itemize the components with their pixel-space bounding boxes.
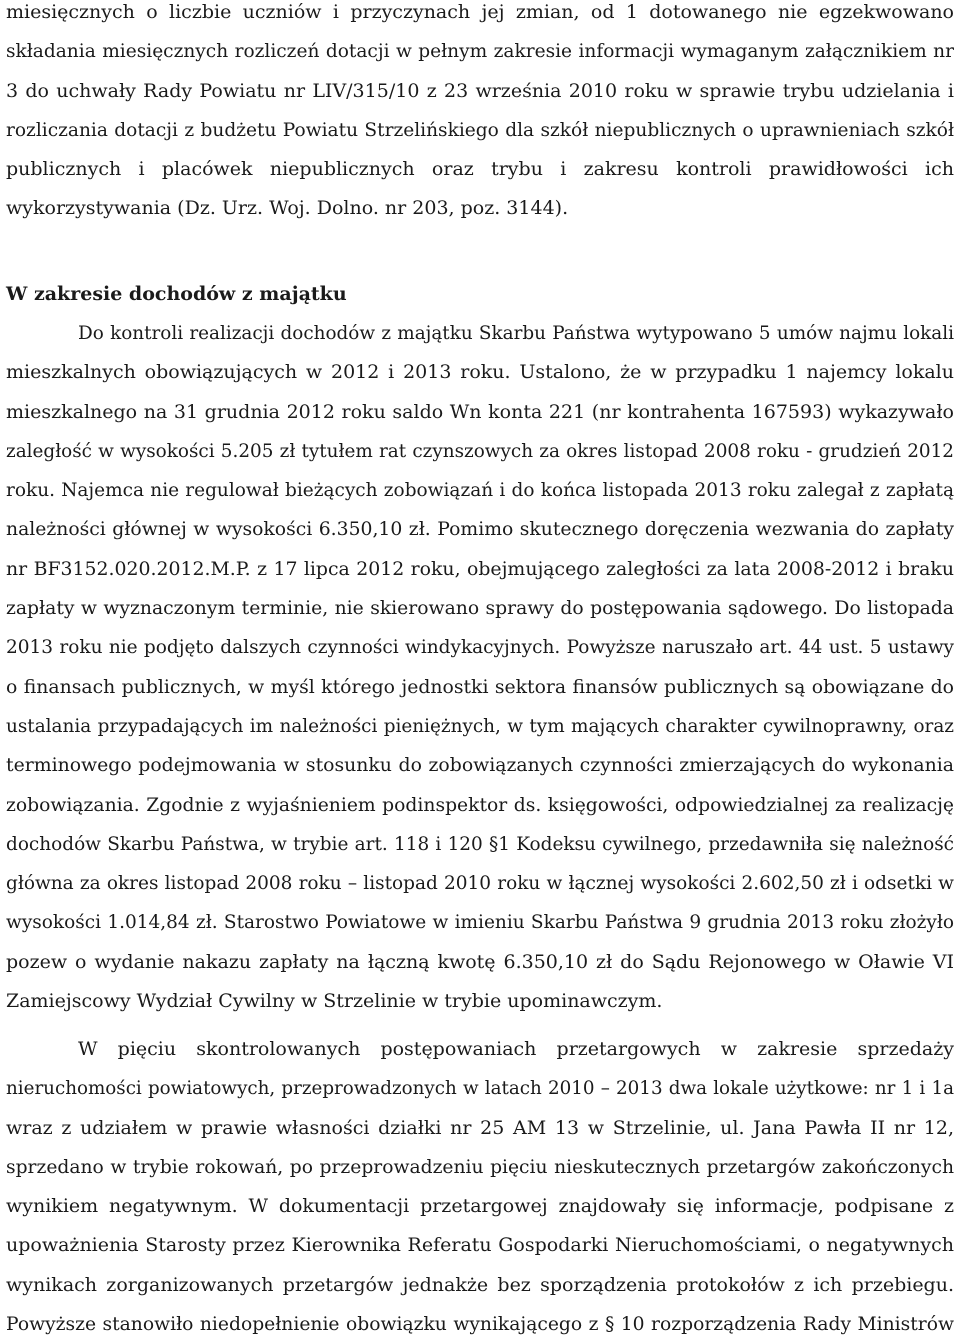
text-line: nieruchomości powiatowych, przeprowadzonych w latach 2010 – 2013 dwa lokale użytkowe: nr 1 i 1a xyxy=(6,1078,954,1100)
text-line: roku. Najemca nie regulował bieżących zobowiązań i do końca listopada 2013 roku zalegał z zapłatą xyxy=(6,480,954,502)
text-line: terminowego podejmowania w stosunku do zobowiązanych czynności zmierzających do wykonania xyxy=(6,755,954,777)
text-line: nr BF3152.020.2012.M.P. z 17 lipca 2012 roku, obejmującego zaległości za lata 2008-2012 i braku xyxy=(6,557,954,580)
text-line: składania miesięcznych rozliczeń dotacji w pełnym zakresie informacji wymaganym załącznikiem nr xyxy=(6,41,954,63)
text-line: główna za okres listopad 2008 roku – listopad 2010 roku w łącznej wysokości 2.602,50 zł i odsetki w xyxy=(6,873,954,895)
text-line: miesięcznych o liczbie uczniów i przyczynach jej zmian, od 1 dotowanego nie egzekwowano xyxy=(6,1,954,23)
text-line: W pięciu skontrolowanych postępowaniach przetargowych w zakresie sprzedaży xyxy=(78,1038,954,1060)
text-line: dochodów Skarbu Państwa, w trybie art. 118 i 120 §1 Kodeksu cywilnego, przedawniła się należność xyxy=(6,833,954,855)
paragraph-property-income xyxy=(6,314,954,1021)
text-line: o finansach publicznych, w myśl którego jednostki sektora finansów publicznych są obowiązane do xyxy=(6,676,954,698)
text-line: należności głównej w wysokości 6.350,10 zł. Pomimo skutecznego doręczenia wezwania do zapłaty xyxy=(6,519,954,541)
paragraph-property-sales xyxy=(6,1030,954,1343)
text-line: 2013 roku nie podjęto dalszych czynności windykacyjnych. Powyższe naruszało art. 44 ust. 5 ustawy xyxy=(6,637,954,659)
text-line: mieszkalnego na 31 grudnia 2012 roku saldo Wn konta 221 (nr kontrahenta 167593) wykazywało xyxy=(6,400,954,423)
text-line: 3 do uchwały Rady Powiatu nr LIV/315/10 z 23 września 2010 roku w sprawie trybu udzielania i xyxy=(6,79,954,102)
text-line: mieszkalnych obowiązujących w 2012 i 2013 roku. Ustalono, że w przypadku 1 najemcy lokalu xyxy=(6,361,954,384)
text-line: ustalania przypadających im należności pieniężnych, w tym mających charakter cywilnoprawny, oraz xyxy=(6,715,954,737)
text-line: wraz z udziałem w prawie własności działki nr 25 AM 13 w Strzelinie, ul. Jana Pawła II nr 12, xyxy=(6,1116,954,1139)
text-line: Do kontroli realizacji dochodów z majątku Skarbu Państwa wytypowano 5 umów najmu lokali xyxy=(78,323,954,344)
text-line: wynikach zorganizowanych przetargów jednakże bez sporządzenia protokołów z ich przebiegu. xyxy=(6,1273,954,1296)
text-line: zaległość w wysokości 5.205 zł tytułem rat czynszowych za okres listopad 2008 roku - grudzień 2012 xyxy=(6,440,954,462)
paragraph-subsidy-settlement xyxy=(6,0,954,229)
text-line: Zamiejscowy Wydział Cywilny w Strzelinie w trybie upominawczym. xyxy=(6,990,663,1013)
text-line: wynikiem negatywnym. W dokumentacji przetargowej znajdowały się informacje, podpisane z xyxy=(6,1195,954,1218)
text-line: wysokości 1.014,84 zł. Starostwo Powiatowe w imieniu Skarbu Państwa 9 grudnia 2013 roku złożyło xyxy=(6,912,954,934)
section-heading: W zakresie dochodów z majątku xyxy=(6,283,347,305)
text-line: upoważnienia Starosty przez Kierownika Referatu Gospodarki Nieruchomościami, o negatywnych xyxy=(6,1234,954,1257)
text-line: zobowiązania. Zgodnie z wyjaśnieniem podinspektor ds. księgowości, odpowiedzialnej za realizację xyxy=(6,794,954,816)
text-line: publicznych i placówek niepublicznych oraz trybu i zakresu kontroli prawidłowości ich xyxy=(6,158,954,181)
text-line: Powyższe stanowiło niedopełnienie obowiązku wynikającego z § 10 rozporządzenia Rady Ministrów xyxy=(6,1314,954,1336)
text-line: wykorzystywania (Dz. Urz. Woj. Dolno. nr 203, poz. 3144). xyxy=(6,197,569,220)
text-line: sprzedano w trybie rokowań, po przeprowadzeniu pięciu nieskutecznych przetargów zakończonych xyxy=(6,1156,954,1178)
text-line: pozew o wydanie nakazu zapłaty na łączną kwotę 6.350,10 zł do Sądu Rejonowego w Oławie VI xyxy=(6,950,954,973)
text-line: zapłaty w wyznaczonym terminie, nie skierowano sprawy do postępowania sądowego. Do listopada xyxy=(6,598,954,620)
text-line: rozliczania dotacji z budżetu Powiatu Strzelińskiego dla szkół niepublicznych o uprawnieniach szkół xyxy=(6,119,954,141)
